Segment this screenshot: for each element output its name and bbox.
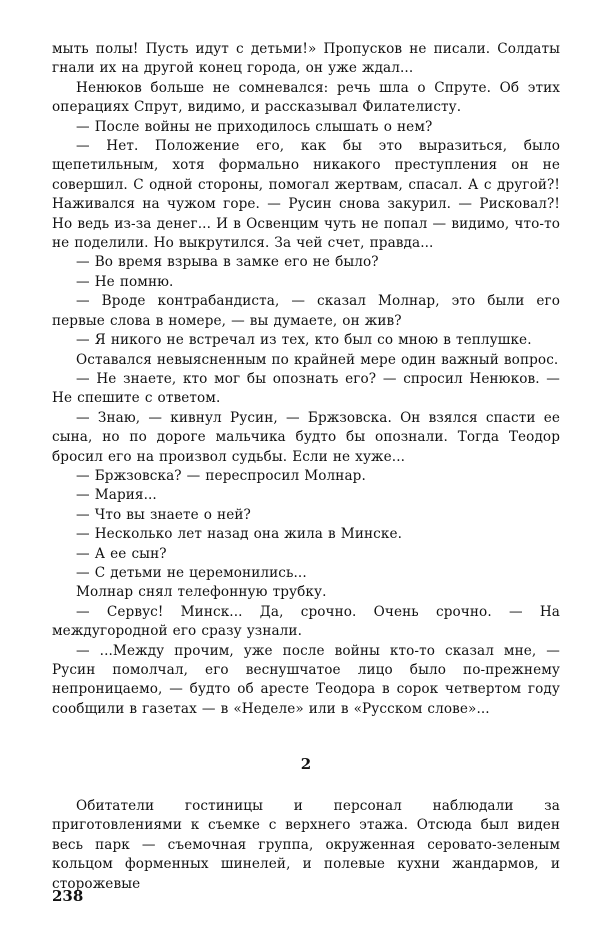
paragraph: — Не знаете, кто мог бы опознать его? — спросил Ненюков. — Не спешите с ответом. [52,370,560,407]
paragraph: Ненюков больше не сомневался: речь шла о Спруте. Об этих операциях Спрут, видимо, и рассказывал Филателисту. [52,79,560,116]
section-2-body [52,797,560,894]
paragraph: — Мария... [76,487,157,504]
paragraph: — Несколько лет назад она жила в Минске. [76,526,403,543]
paragraph: — ...Между прочим, уже после войны кто-то сказал мне, — Русин помолчал, его веснушчатое лицо было по-прежнему непроницаемо, — будто об аресте Теодора в сорок четвертом году сообщили в газетах — в «Неделе» или в «Русском слове»... [52,642,560,717]
paragraph: — Что вы знаете о ней? [76,506,251,523]
page-number: 238 [52,887,84,905]
paragraph: — Вроде контрабандиста, — сказал Молнар, это были его первые слова в номере, — вы думаете, он жив? [52,293,560,329]
paragraph: — Знаю, — кивнул Русин, — Бржзовска. Он взялся спасти ее сына, но по дороге мальчика будто бы опознали. Тогда Теодор бросил его на произвол судьбы. Если не хуже... [52,409,560,465]
chapter-number: 2 [300,755,312,774]
paragraph: — Бржзовска? — переспросил Молнар. [76,467,366,484]
paragraph: — Я никого не встречал из тех, кто был со мною в теплушке. [76,332,532,349]
paragraph: Молнар снял телефонную трубку. [76,584,327,601]
page-body [52,40,560,773]
paragraph: — После войны не приходилось слышать о нем? [76,118,433,135]
paragraph: Обитатели гостиницы и персонал наблюдали за приготовлениями к съемке с верхнего этажа. Отсюда был виден весь парк — съемочная группа, окруженная серовато-зеленым кольцом форменных шинелей, и полевые кухни жандармов, и сторожевые [52,798,560,892]
paragraph: — Нет. Положение его, как бы это выразиться, было щепетильным, хотя формально никакого преступления он не совершил. С одной стороны, помогал жертвам, спасал. А с другой?! Наживался на чужом горе. — Русин снова закурил. — Рисковал?! Но ведь из-за денег... И в Освенцим чуть не попал — видимо, что-то не поделили. Но выкрутился. За чей счет, правда... [52,138,560,252]
paragraph: мыть полы! Пусть идут с детьми!» Пропусков не писали. Солдаты гнали их на другой конец города, он уже ждал... [52,41,560,77]
paragraph: — А ее сын? [76,545,167,562]
paragraph: — Во время взрыва в замке его не было? [76,254,379,271]
paragraph: Оставался невыясненным по крайней мере один важный вопрос. [76,351,559,368]
paragraph: — Не помню. [76,273,174,290]
paragraph: — Сервус! Минск... Да, срочно. Очень срочно. — На междугородной его сразу узнали. [52,603,560,640]
paragraph: — С детьми не церемонились... [76,564,307,581]
